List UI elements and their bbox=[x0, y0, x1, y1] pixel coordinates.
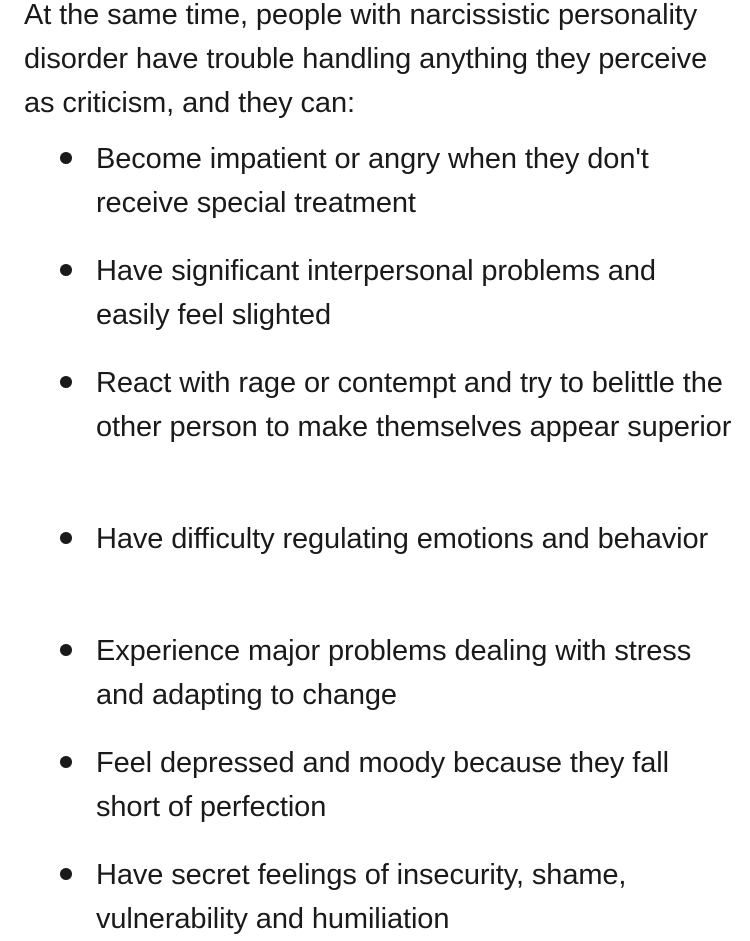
bullet-icon bbox=[60, 264, 72, 276]
list-item-text: Become impatient or angry when they don't receive special treatment bbox=[96, 143, 649, 219]
list-item-text: Feel depressed and moody because they fall short of perfection bbox=[96, 747, 669, 823]
list-item-text: Have significant interpersonal problems and easily feel slighted bbox=[96, 255, 656, 331]
bullet-icon bbox=[60, 868, 72, 880]
list-item-text: Have difficulty regulating emotions and behavior bbox=[96, 523, 709, 555]
bullet-icon bbox=[60, 532, 72, 544]
bullet-icon bbox=[60, 376, 72, 388]
list-item-text: Experience major problems dealing with stress and adapting to change bbox=[96, 635, 692, 711]
list-item-text: React with rage or contempt and try to belittle the other person to make themselves appear superior bbox=[96, 367, 732, 443]
bullet-icon bbox=[60, 152, 72, 164]
bullet-icon bbox=[60, 644, 72, 656]
bullet-icon bbox=[60, 756, 72, 768]
intro-paragraph: At the same time, people with narcissistic personality disorder have trouble handling anything they perceive as criticism, and they can: bbox=[24, 0, 708, 119]
list-item-text: Have secret feelings of insecurity, shame, vulnerability and humiliation bbox=[96, 859, 627, 935]
